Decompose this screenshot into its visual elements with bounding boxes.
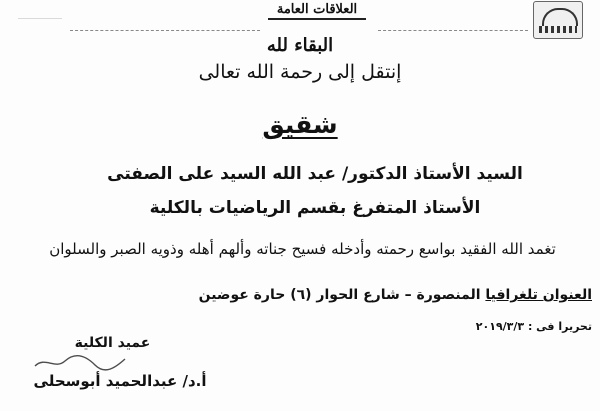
address-value: المنصورة – شارع الحوار (٦) حارة عوضين	[198, 287, 486, 303]
university-logo-icon	[533, 1, 583, 39]
issue-date: تحريرا فى : ٢٠١٩/٣/٣	[475, 320, 592, 333]
baqa-heading: البقاء لله	[266, 35, 334, 56]
address-label: العنوان تلغرافيا	[485, 287, 592, 303]
signature-scribble	[30, 352, 130, 372]
honoree-name: السيد الأستاذ الدكتور/ عبد الله السيد على الصفتى	[107, 164, 523, 184]
faded-header-logo	[18, 2, 62, 19]
relation-title: شقيق	[262, 110, 338, 139]
header-divider-right	[378, 30, 528, 31]
dean-name: أ.د/ عبدالحميد أبوسحلى	[33, 372, 207, 390]
honoree-position: الأستاذ المتفرغ بقسم الرياضيات بالكلية	[149, 198, 481, 218]
prayer-text: تغمد الله الفقيد بواسع رحمته وأدخله فسيح جناته وألهم أهله وذويه الصبر والسلوان	[49, 240, 556, 258]
address-line	[200, 287, 592, 303]
header-divider-left	[70, 30, 260, 31]
passed-away-line: إنتقل إلى رحمة الله تعالى	[198, 61, 402, 83]
dean-title: عميد الكلية	[74, 335, 151, 351]
department-title: العلاقات العامة	[262, 2, 372, 17]
